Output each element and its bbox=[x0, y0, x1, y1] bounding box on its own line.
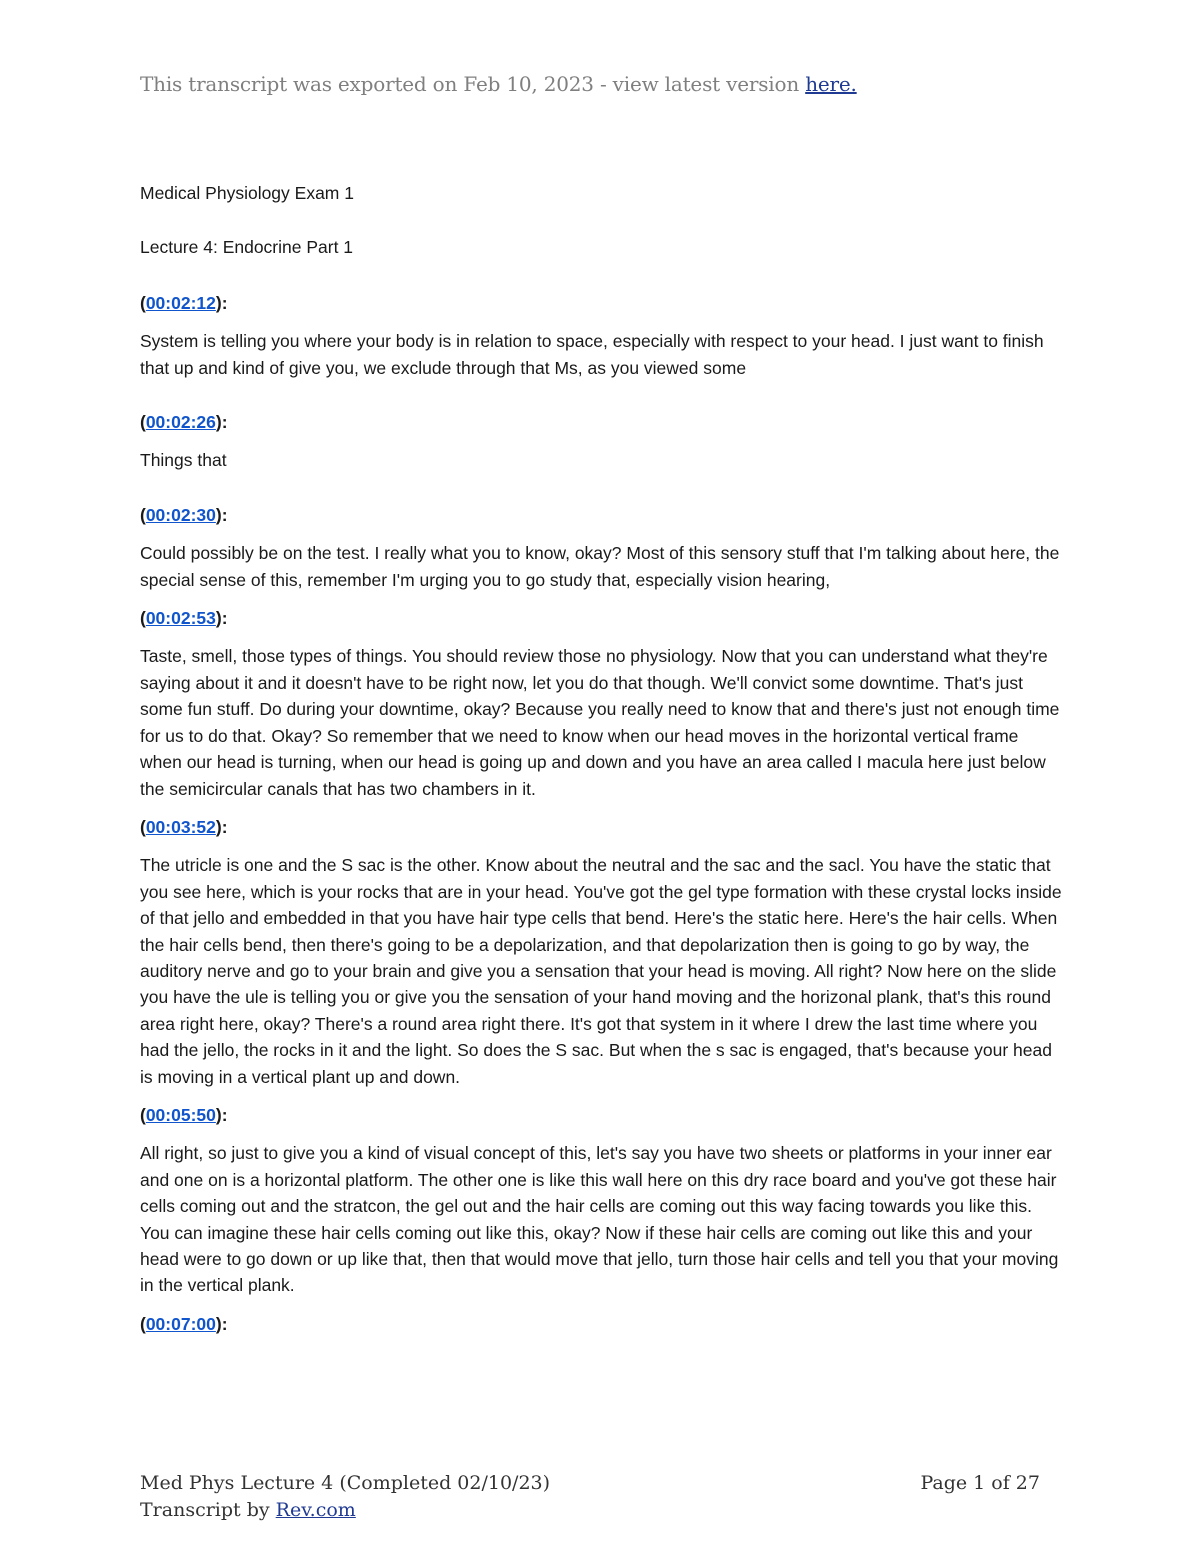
timestamp-link[interactable]: 00:07:00 bbox=[145, 1313, 216, 1334]
latest-version-link[interactable]: here. bbox=[805, 72, 857, 96]
segment-text: Could possibly be on the test. I really what you to know, okay? Most of this sensory stuff that I'm talking about here, the special sense of this, remember I'm urging you to go study that, especially vision hearing, bbox=[140, 543, 1060, 590]
document-title: Medical Physiology Exam 1 bbox=[140, 183, 354, 203]
segment-timestamp: (00:02:30): bbox=[140, 504, 228, 525]
transcript-body bbox=[140, 180, 1065, 1349]
timestamp-link[interactable]: 00:02:12 bbox=[145, 292, 216, 313]
page-footer bbox=[140, 1470, 1040, 1524]
segment-text: System is telling you where your body is in relation to space, especially with respect to your head. I just want to finish that up and kind of give you, we exclude through that Ms, as you viewed some bbox=[140, 331, 1044, 378]
footer-document-label: Med Phys Lecture 4 (Completed 02/10/23) bbox=[140, 1472, 551, 1494]
timestamp-link[interactable]: 00:05:50 bbox=[145, 1104, 216, 1125]
transcript-segment bbox=[140, 290, 1065, 381]
page-number: Page 1 of 27 bbox=[920, 1472, 1040, 1494]
segment-text: The utricle is one and the S sac is the other. Know about the neutral and the sac and the sacl. You have the static that you see here, which is your rocks that are in your head. You've got the gel type formation with these crystal locks inside of that jello and embedded in that you have hair type cells that bend. Here's the static here. Here's the hair cells. When the hair cells bend, then there's going to be a depolarization, and that depolarization then is going to go by way, the auditory nerve and go to your brain and give you a sensation that your head is moving. All right? Now here on the slide you have the ule is telling you or give you the sensation of your hand moving and the horizonal plank, that's this round area right here, okay? There's a round area right there. It's got that system in it where I drew the last time where you had the jello, the rocks in it and the light. So does the S sac. But when the s sac is engaged, that's because your head is moving in a vertical plant up and down. bbox=[140, 855, 1062, 1087]
transcript-segment bbox=[140, 409, 1065, 474]
transcript-segment bbox=[140, 1311, 1065, 1337]
credit-prefix: Transcript by bbox=[140, 1499, 270, 1521]
timestamp-link[interactable]: 00:03:52 bbox=[145, 816, 216, 837]
transcript-segment bbox=[140, 502, 1065, 593]
timestamp-link[interactable]: 00:02:26 bbox=[145, 412, 216, 433]
segment-timestamp: (00:02:26): bbox=[140, 412, 228, 433]
transcript-segment bbox=[140, 1102, 1065, 1299]
segment-text: Taste, smell, those types of things. You should review those no physiology. Now that you can understand what they're saying about it and it doesn't have to be right now, let you do that though. We'll convict some downtime. That's just some fun stuff. Do during your downtime, okay? Because you really need to know that and there's just not enough time for us to do that. Okay? So remember that we need to know when our head moves in the horizontal vertical frame when our head is turning, when our head is going up and down and you have an area called I macula here just below the semicircular canals that has two chambers in it. bbox=[140, 646, 1060, 799]
transcript-segment bbox=[140, 605, 1065, 802]
segment-timestamp: (00:05:50): bbox=[140, 1104, 228, 1125]
document-subtitle: Lecture 4: Endocrine Part 1 bbox=[140, 237, 354, 258]
segment-timestamp: (00:07:00): bbox=[140, 1313, 228, 1334]
rev-link[interactable]: Rev.com bbox=[275, 1499, 356, 1521]
segment-timestamp: (00:02:53): bbox=[140, 608, 228, 629]
segment-text: All right, so just to give you a kind of visual concept of this, let's say you have two sheets or platforms in your inner ear and one on is a horizontal platform. The other one is like this wall here on this dry race board and you've got these hair cells coming out and the stratcon, the gel out and the hair cells are coming out this way facing towards you like this. You can imagine these hair cells coming out like this, okay? Now if these hair cells are coming out like this and your head were to go down or up like that, then that would move that jello, turn those hair cells and tell you that your moving in the vertical plank. bbox=[140, 1143, 1059, 1296]
segment-text: Things that bbox=[140, 450, 227, 471]
segment-timestamp: (00:03:52): bbox=[140, 816, 228, 837]
timestamp-link[interactable]: 00:02:53 bbox=[145, 608, 216, 629]
export-note-text: This transcript was exported on Feb 10, 2023 - view latest version bbox=[140, 72, 800, 96]
export-note bbox=[140, 72, 857, 96]
segment-timestamp: (00:02:12): bbox=[140, 292, 228, 313]
transcript-segment bbox=[140, 814, 1065, 1090]
timestamp-link[interactable]: 00:02:30 bbox=[145, 504, 216, 525]
